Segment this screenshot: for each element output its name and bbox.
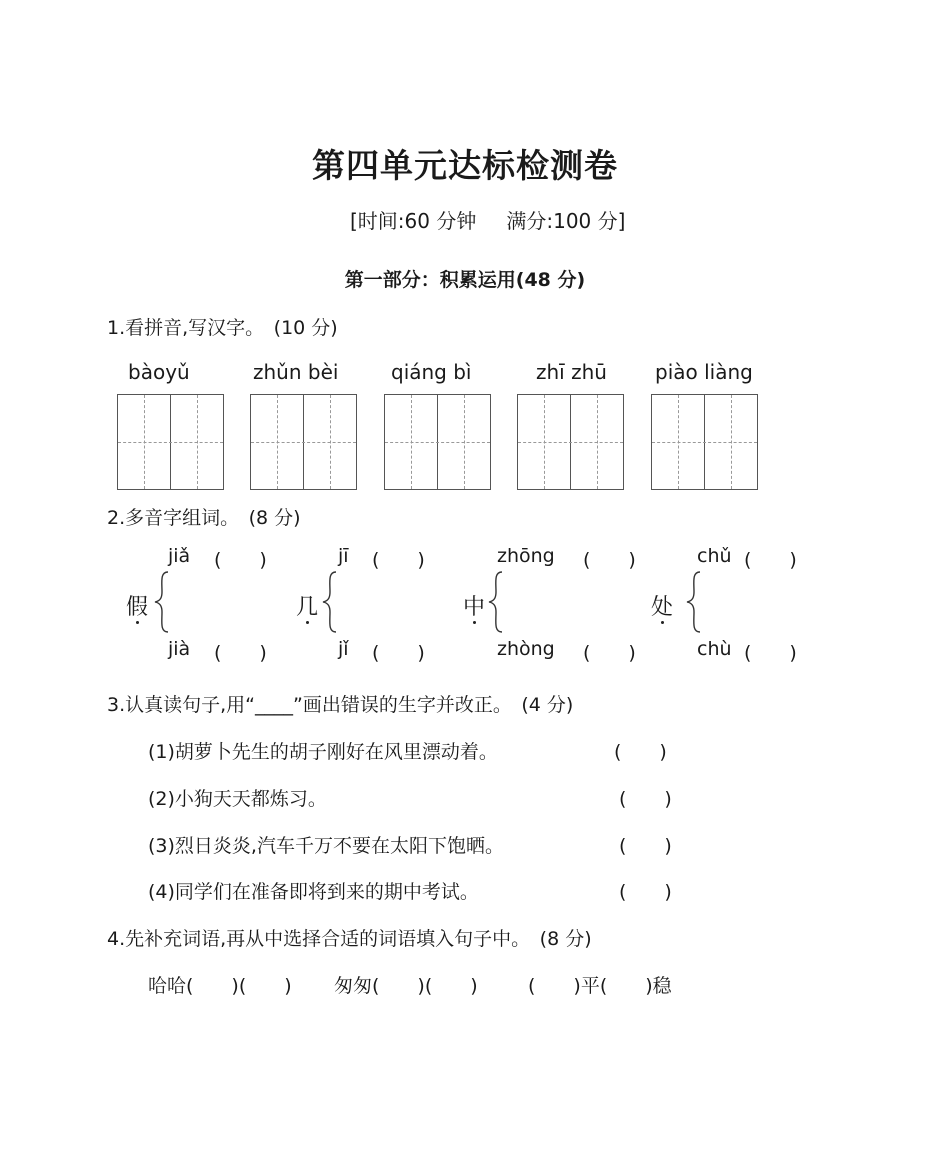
answer-blank[interactable]: ( ) — [372, 642, 425, 664]
word-fill-item[interactable]: 哈哈( )( ) — [148, 975, 292, 997]
writing-grid[interactable] — [651, 394, 758, 490]
answer-blank[interactable]: ( ) — [583, 642, 636, 664]
question-4-heading: 4.先补充词语,再从中选择合适的词语填入句子中。 (8 分) — [107, 928, 592, 950]
sentence-item: (3)烈日炎炎,汽车千万不要在太阳下饱晒。 — [148, 835, 504, 857]
answer-blank[interactable]: ( ) — [619, 788, 672, 810]
polyphone-reading: jǐ — [338, 638, 349, 660]
word-fill-item[interactable]: ( )平( )稳 — [528, 975, 672, 997]
question-1-heading: 1.看拼音,写汉字。 (10 分) — [107, 317, 338, 339]
answer-blank[interactable]: ( ) — [614, 741, 667, 763]
pinyin-label: bàoyǔ — [128, 360, 190, 384]
pinyin-label: qiáng bì — [391, 360, 472, 384]
exam-meta — [350, 205, 625, 234]
writing-grid[interactable] — [117, 394, 224, 490]
answer-blank[interactable]: ( ) — [744, 642, 797, 664]
time-limit: [时间:60 分钟 — [350, 209, 477, 233]
polyphone-reading: jiǎ — [168, 545, 191, 567]
question-2-heading: 2.多音字组词。 (8 分) — [107, 507, 301, 529]
answer-blank[interactable]: ( ) — [744, 549, 797, 571]
left-brace-icon — [486, 570, 506, 634]
polyphone-reading: jī — [338, 545, 349, 567]
writing-grid[interactable] — [250, 394, 357, 490]
word-fill-item[interactable]: 匆匆( )( ) — [334, 975, 478, 997]
polyphone-char: 中 — [463, 595, 486, 620]
answer-blank[interactable]: ( ) — [214, 642, 267, 664]
left-brace-icon — [684, 570, 704, 634]
left-brace-icon — [320, 570, 340, 634]
polyphone-char: 假 — [126, 595, 149, 620]
pinyin-label: piào liàng — [655, 360, 753, 384]
section-heading: 第一部分：积累运用(48 分) — [344, 269, 586, 291]
polyphone-char: 几 — [296, 595, 319, 620]
polyphone-reading: jià — [168, 638, 191, 660]
writing-grid[interactable] — [517, 394, 624, 490]
polyphone-char: 处 — [651, 595, 674, 620]
question-3-heading: 3.认真读句子,用“____”画出错误的生字并改正。 (4 分) — [107, 694, 574, 716]
polyphone-reading: zhòng — [497, 638, 555, 660]
page-title: 第四单元达标检测卷 — [312, 146, 618, 185]
pinyin-label: zhǔn bèi — [253, 360, 339, 384]
sentence-item: (1)胡萝卜先生的胡子刚好在风里漂动着。 — [148, 741, 498, 763]
sentence-item: (2)小狗天天都炼习。 — [148, 788, 327, 810]
left-brace-icon — [152, 570, 172, 634]
sentence-item: (4)同学们在准备即将到来的期中考试。 — [148, 881, 479, 903]
answer-blank[interactable]: ( ) — [583, 549, 636, 571]
answer-blank[interactable]: ( ) — [619, 881, 672, 903]
answer-blank[interactable]: ( ) — [372, 549, 425, 571]
polyphone-reading: chù — [697, 638, 732, 660]
pinyin-label: zhī zhū — [536, 360, 607, 384]
answer-blank[interactable]: ( ) — [214, 549, 267, 571]
writing-grid[interactable] — [384, 394, 491, 490]
polyphone-reading: zhōng — [497, 545, 555, 567]
answer-blank[interactable]: ( ) — [619, 835, 672, 857]
polyphone-reading: chǔ — [697, 545, 732, 567]
full-score: 满分:100 分] — [506, 209, 626, 233]
